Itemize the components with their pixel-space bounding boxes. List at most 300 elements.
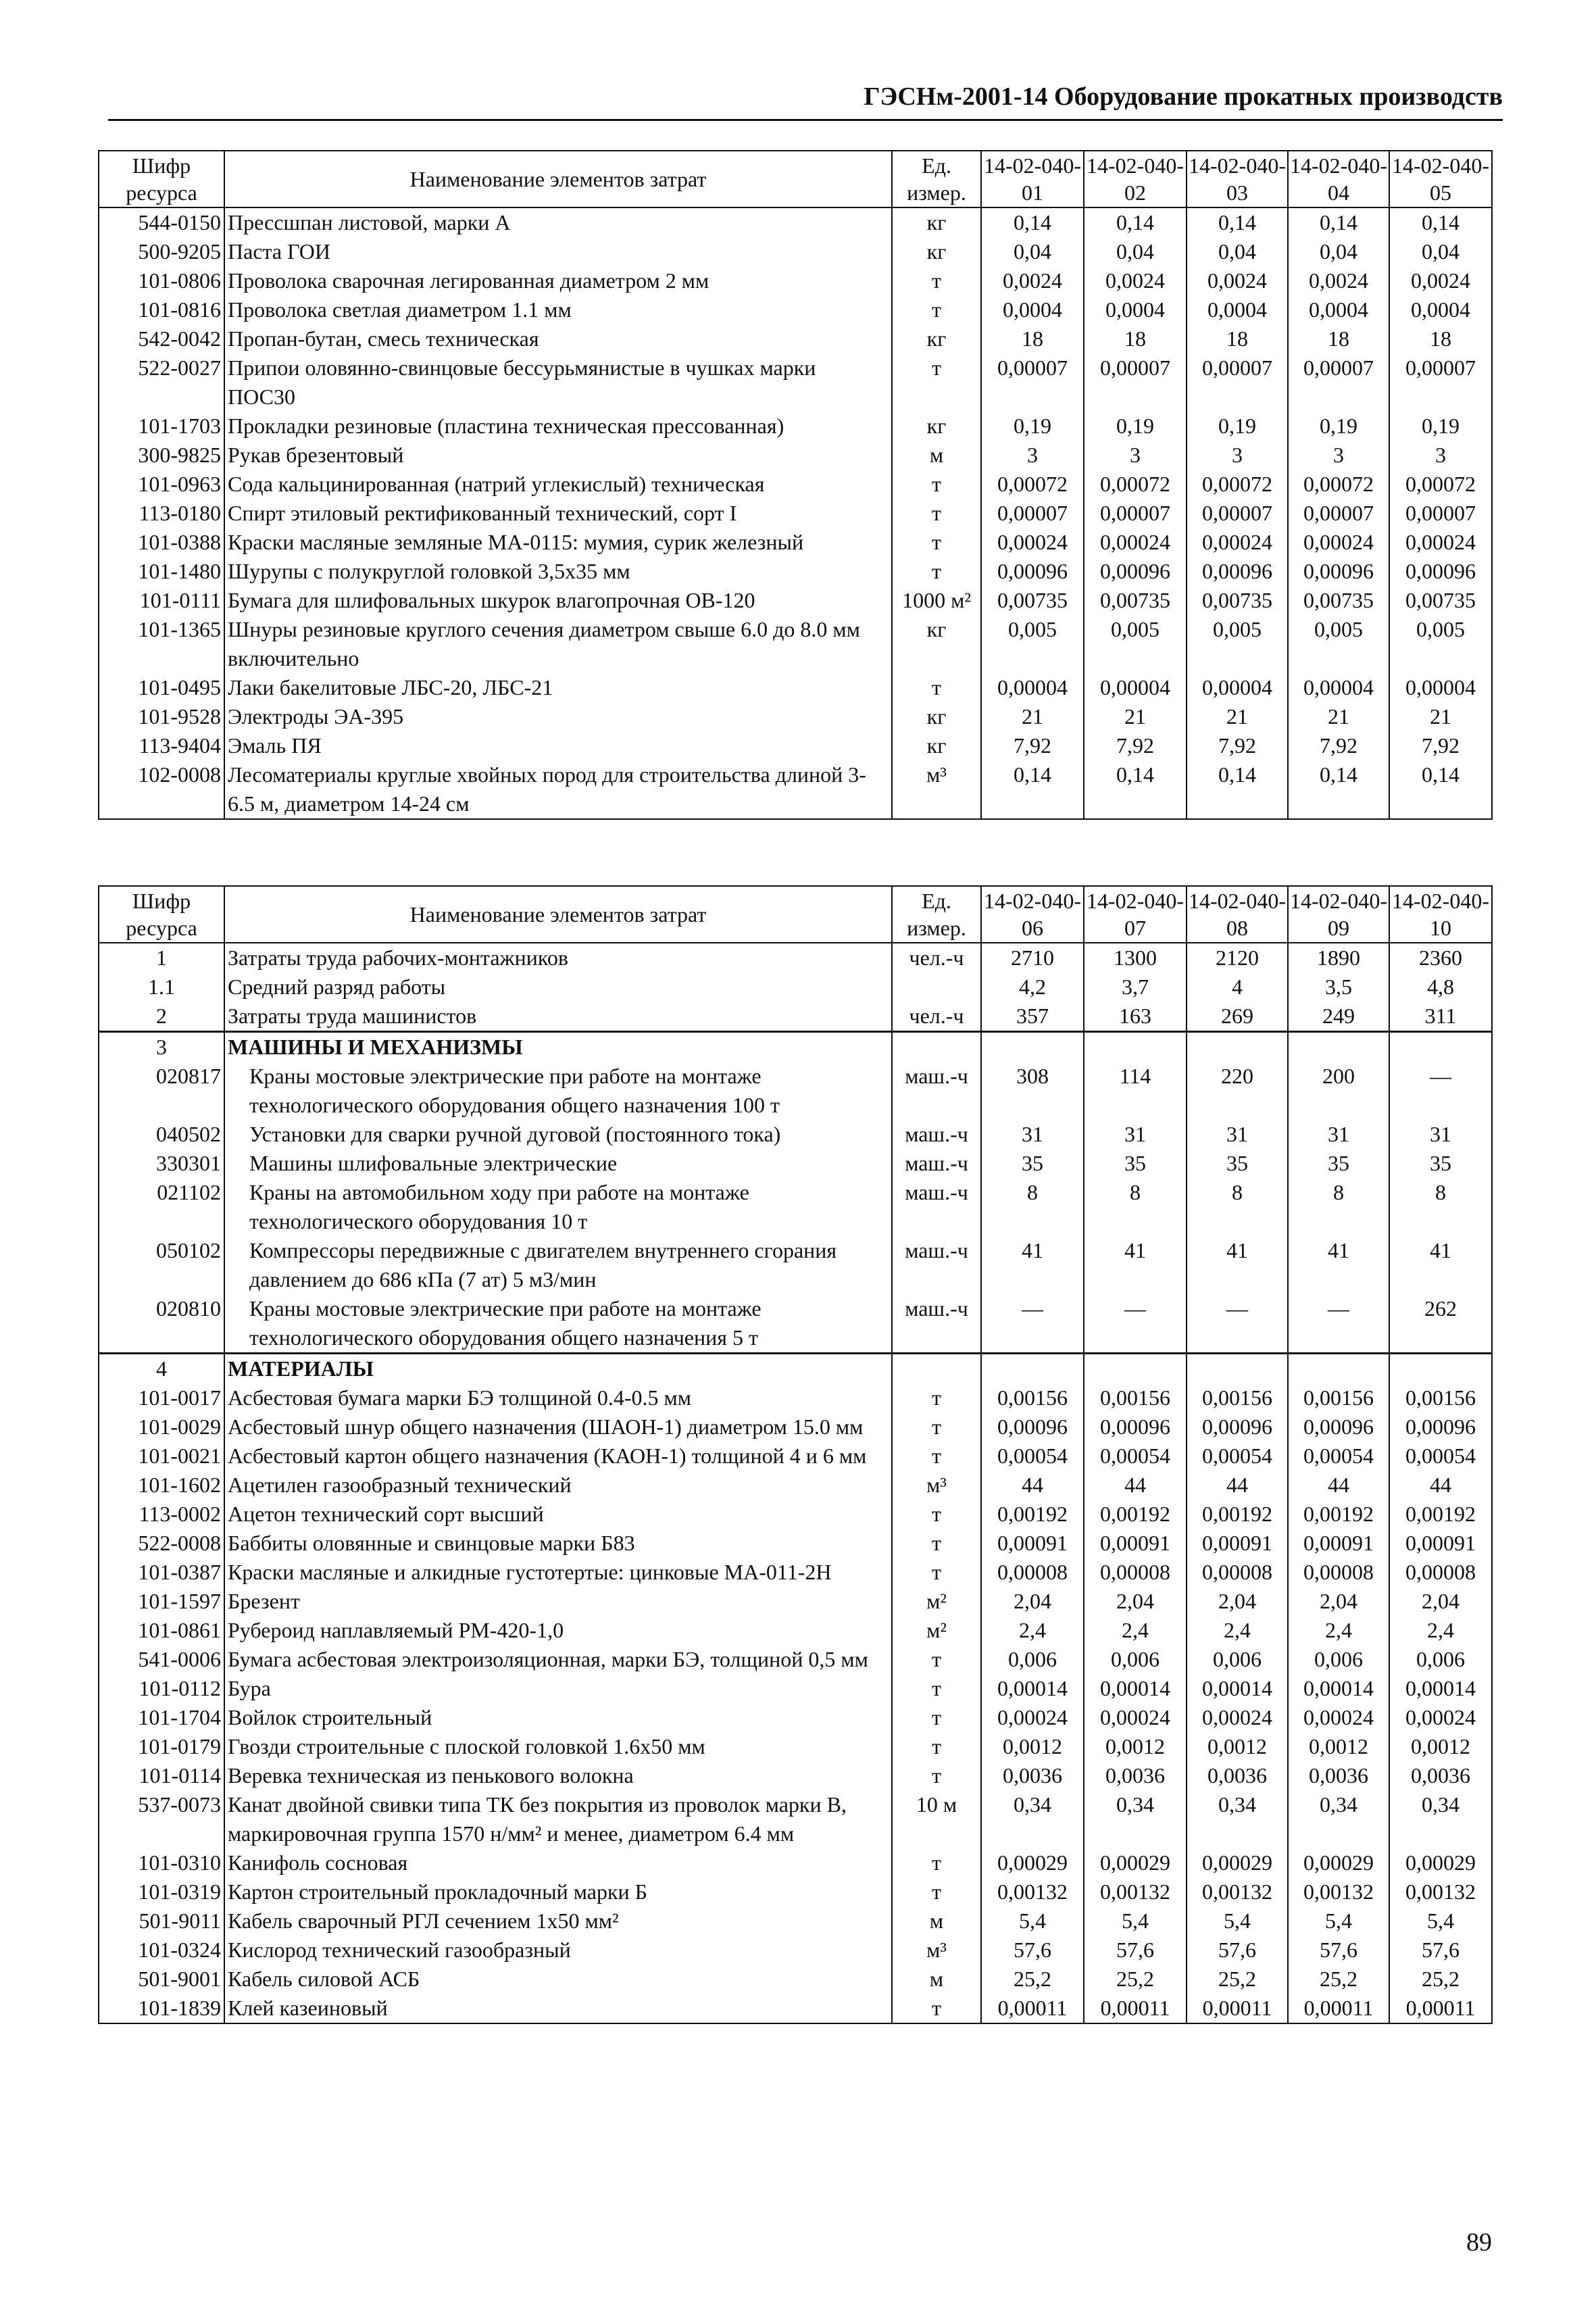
header-col-3: 14-02-040-03 [1187, 151, 1288, 207]
table-row [99, 499, 1492, 528]
table-row [99, 1471, 1492, 1500]
header-name: Наименование элементов затрат [224, 886, 892, 943]
unit-cell: м [892, 1906, 981, 1936]
value-cell: 0,14 [1288, 207, 1389, 237]
value-cell: 25,2 [1187, 1965, 1288, 1994]
value-cell: 35 [1389, 1149, 1492, 1178]
resource-code: 101-1597 [99, 1587, 224, 1616]
resource-name: Затраты труда рабочих-монтажников [224, 943, 892, 973]
value-cell: 0,00029 [1288, 1848, 1389, 1877]
resource-code: 101-0029 [99, 1412, 224, 1442]
resource-name: Канифоль сосновая [224, 1848, 892, 1877]
table-row [99, 528, 1492, 557]
value-cell: 0,00024 [1084, 1703, 1187, 1732]
table-row [99, 1149, 1492, 1178]
value-cell: 0,00014 [981, 1674, 1084, 1703]
value-cell: 114 [1084, 1062, 1187, 1120]
resource-code: 101-9528 [99, 702, 224, 731]
value-cell: 2,4 [1084, 1616, 1187, 1645]
value-cell: 21 [1288, 702, 1389, 731]
unit-cell: кг [892, 207, 981, 237]
value-cell: 0,00024 [1389, 528, 1492, 557]
value-cell: 0,0012 [1187, 1732, 1288, 1761]
resource-name: Кислород технический газообразный [224, 1936, 892, 1965]
table-row [99, 1790, 1492, 1848]
value-cell: 0,00735 [1187, 586, 1288, 615]
table-row [99, 353, 1492, 412]
value-cell: 35 [1288, 1149, 1389, 1178]
value-cell: 4,2 [981, 973, 1084, 1002]
table-row [99, 1236, 1492, 1294]
value-cell: 0,04 [1187, 237, 1288, 266]
value-cell: 0,00096 [1187, 557, 1288, 586]
page-number: 89 [1466, 2228, 1492, 2257]
value-cell: 0,00007 [1389, 499, 1492, 528]
value-cell: 0,006 [981, 1645, 1084, 1674]
value-cell: 220 [1187, 1062, 1288, 1120]
value-cell: 3,7 [1084, 973, 1187, 1002]
resource-name: Паста ГОИ [224, 237, 892, 266]
header-col-5: 14-02-040-05 [1389, 151, 1492, 207]
value-cell: 0,00007 [1288, 499, 1389, 528]
value-cell: 0,00096 [1288, 557, 1389, 586]
section-code: 4 [99, 1354, 224, 1384]
resource-name: Асбестовый шнур общего назначения (ШАОН-1) диаметром 15.0 мм [224, 1412, 892, 1442]
header-unit: Ед. измер. [892, 886, 981, 943]
value-cell: 0,00024 [1389, 1703, 1492, 1732]
resource-code: 101-0017 [99, 1383, 224, 1412]
value-cell: 3 [1389, 441, 1492, 470]
value-cell: 0,00024 [981, 528, 1084, 557]
unit-cell: т [892, 557, 981, 586]
value-cell: 0,006 [1084, 1645, 1187, 1674]
value-cell: 0,005 [981, 615, 1084, 673]
resource-code: 101-1602 [99, 1471, 224, 1500]
value-cell: 0,0024 [1187, 266, 1288, 295]
table-row [99, 760, 1492, 819]
table-header-row [99, 151, 1492, 207]
resource-code: 2 [99, 1002, 224, 1032]
value-cell: 7,92 [1084, 731, 1187, 760]
resource-name: Войлок строительный [224, 1703, 892, 1732]
table-row [99, 470, 1492, 499]
resource-name: Кабель силовой АСБ [224, 1965, 892, 1994]
table-row [99, 1674, 1492, 1703]
resource-code: 101-1704 [99, 1703, 224, 1732]
unit-cell: 1000 м² [892, 586, 981, 615]
value-cell: 7,92 [981, 731, 1084, 760]
value-cell: 311 [1389, 1002, 1492, 1032]
resource-name: Клей казеиновый [224, 1994, 892, 2023]
resource-name: Шнуры резиновые круглого сечения диаметром свыше 6.0 до 8.0 мм включительно [224, 615, 892, 673]
value-cell: 18 [1084, 324, 1187, 353]
empty-cell [1187, 1354, 1288, 1384]
value-cell: 44 [1084, 1471, 1187, 1500]
value-cell: 0,04 [1084, 237, 1187, 266]
unit-cell: т [892, 295, 981, 324]
value-cell: 21 [1187, 702, 1288, 731]
table-1-body [99, 207, 1492, 819]
table-row [99, 1994, 1492, 2023]
empty-cell [892, 1354, 981, 1384]
value-cell: 0,14 [1084, 760, 1187, 819]
resource-name: Средний разряд работы [224, 973, 892, 1002]
resource-code: 544-0150 [99, 207, 224, 237]
value-cell: 0,00024 [1288, 1703, 1389, 1732]
value-cell: 0,00156 [1187, 1383, 1288, 1412]
value-cell: 0,14 [1187, 760, 1288, 819]
header-col-5: 14-02-040-10 [1389, 886, 1492, 943]
value-cell: 2,4 [1389, 1616, 1492, 1645]
table-row [99, 1002, 1492, 1032]
resource-code: 101-0387 [99, 1558, 224, 1587]
value-cell: 8 [1187, 1178, 1288, 1236]
table-row [99, 615, 1492, 673]
resource-name: Краски масляные и алкидные густотертые: цинковые МА-011-2Н [224, 1558, 892, 1587]
value-cell: 57,6 [1187, 1936, 1288, 1965]
resources-table-1 [98, 150, 1493, 820]
value-cell: 0,00096 [1389, 1412, 1492, 1442]
value-cell: 4 [1187, 973, 1288, 1002]
value-cell: 0,00735 [981, 586, 1084, 615]
value-cell: 0,00156 [1084, 1383, 1187, 1412]
unit-cell: т [892, 1645, 981, 1674]
resource-code: 537-0073 [99, 1790, 224, 1848]
table-2-body [99, 943, 1492, 2023]
unit-cell: т [892, 1761, 981, 1790]
resource-code: 020817 [99, 1062, 224, 1120]
unit-cell: т [892, 470, 981, 499]
table-row [99, 266, 1492, 295]
table-row [99, 1703, 1492, 1732]
unit-cell: маш.-ч [892, 1149, 981, 1178]
value-cell: 0,00132 [1389, 1877, 1492, 1906]
value-cell: 0,00011 [981, 1994, 1084, 2023]
value-cell: 5,4 [1288, 1906, 1389, 1936]
resource-name: Лаки бакелитовые ЛБС-20, ЛБС-21 [224, 673, 892, 702]
value-cell: 0,00004 [1084, 673, 1187, 702]
value-cell: 0,00029 [1187, 1848, 1288, 1877]
resource-code: 300-9825 [99, 441, 224, 470]
resource-name: Веревка техническая из пенькового волокна [224, 1761, 892, 1790]
value-cell: 0,00072 [1389, 470, 1492, 499]
value-cell: 0,00054 [1288, 1442, 1389, 1471]
value-cell: 0,19 [1288, 412, 1389, 441]
table-header-row [99, 886, 1492, 943]
resource-code: 101-0963 [99, 470, 224, 499]
table-row [99, 1062, 1492, 1120]
value-cell: 3 [1288, 441, 1389, 470]
value-cell: 0,34 [1288, 1790, 1389, 1848]
value-cell: 0,0036 [1389, 1761, 1492, 1790]
resource-code: 113-0180 [99, 499, 224, 528]
value-cell: 0,00008 [1389, 1558, 1492, 1587]
unit-cell: т [892, 1674, 981, 1703]
value-cell: 41 [1389, 1236, 1492, 1294]
value-cell: — [1187, 1294, 1288, 1354]
unit-cell: т [892, 1442, 981, 1471]
value-cell: — [1288, 1294, 1389, 1354]
value-cell: 0,00024 [1084, 528, 1187, 557]
table-row [99, 1877, 1492, 1906]
value-cell: 0,19 [981, 412, 1084, 441]
unit-cell: т [892, 1383, 981, 1412]
resource-name: Краны на автомобильном ходу при работе на монтаже технологического оборудования 10 т [224, 1178, 892, 1236]
empty-cell [1288, 1032, 1389, 1062]
value-cell: 0,00007 [1084, 353, 1187, 412]
table-row [99, 1965, 1492, 1994]
value-cell: 0,00004 [1288, 673, 1389, 702]
value-cell: 200 [1288, 1062, 1389, 1120]
value-cell: 21 [1084, 702, 1187, 731]
resource-code: 113-9404 [99, 731, 224, 760]
value-cell: 44 [1187, 1471, 1288, 1500]
value-cell: 0,00008 [1084, 1558, 1187, 1587]
value-cell: 0,00004 [981, 673, 1084, 702]
value-cell: — [1084, 1294, 1187, 1354]
resource-name: Гвозди строительные с плоской головкой 1.6х50 мм [224, 1732, 892, 1761]
unit-cell: м³ [892, 1471, 981, 1500]
unit-cell: т [892, 499, 981, 528]
value-cell: 0,00091 [1389, 1529, 1492, 1558]
resource-name: Установки для сварки ручной дуговой (постоянного тока) [224, 1120, 892, 1149]
resource-code: 050102 [99, 1236, 224, 1294]
resource-code: 1 [99, 943, 224, 973]
value-cell: 31 [1084, 1120, 1187, 1149]
table-row [99, 207, 1492, 237]
value-cell: 0,00072 [981, 470, 1084, 499]
value-cell: 0,00096 [1084, 1412, 1187, 1442]
header-name: Наименование элементов затрат [224, 151, 892, 207]
value-cell: 0,00735 [1389, 586, 1492, 615]
value-cell: 0,00011 [1187, 1994, 1288, 2023]
value-cell: 0,04 [981, 237, 1084, 266]
resources-table-2 [98, 885, 1493, 2024]
value-cell: — [981, 1294, 1084, 1354]
resource-name: Лесоматериалы круглые хвойных пород для строительства длиной 3-6.5 м, диаметром 14-24 см [224, 760, 892, 819]
table-row [99, 1442, 1492, 1471]
resource-name: Шурупы с полукруглой головкой 3,5х35 мм [224, 557, 892, 586]
section-code: 3 [99, 1032, 224, 1062]
value-cell: 0,005 [1288, 615, 1389, 673]
table-row [99, 1529, 1492, 1558]
resource-name: Прессшпан листовой, марки А [224, 207, 892, 237]
value-cell: 0,19 [1187, 412, 1288, 441]
unit-cell: маш.-ч [892, 1178, 981, 1236]
resource-name: Асбестовый картон общего назначения (КАОН-1) толщиной 4 и 6 мм [224, 1442, 892, 1471]
value-cell: 0,0024 [1288, 266, 1389, 295]
resource-code: 021102 [99, 1178, 224, 1236]
resource-code: 101-0179 [99, 1732, 224, 1761]
section-title: МАТЕРИАЛЫ [224, 1354, 892, 1384]
value-cell: 0,00007 [981, 353, 1084, 412]
value-cell: 0,00072 [1187, 470, 1288, 499]
header-col-3: 14-02-040-08 [1187, 886, 1288, 943]
value-cell: 7,92 [1288, 731, 1389, 760]
table-row [99, 1936, 1492, 1965]
resource-name: Краны мостовые электрические при работе на монтаже технологического оборудования общего назначения 5 т [224, 1294, 892, 1354]
table-row [99, 1616, 1492, 1645]
value-cell: 0,00007 [1389, 353, 1492, 412]
value-cell: 57,6 [1389, 1936, 1492, 1965]
empty-cell [981, 1354, 1084, 1384]
value-cell: 1890 [1288, 943, 1389, 973]
value-cell: 0,00132 [1187, 1877, 1288, 1906]
value-cell: 25,2 [1288, 1965, 1389, 1994]
unit-cell: маш.-ч [892, 1062, 981, 1120]
value-cell: 0,00029 [1389, 1848, 1492, 1877]
table-row [99, 586, 1492, 615]
value-cell: — [1389, 1062, 1492, 1120]
value-cell: 0,14 [1389, 760, 1492, 819]
value-cell: 0,00014 [1187, 1674, 1288, 1703]
value-cell: 0,005 [1084, 615, 1187, 673]
unit-cell: т [892, 1848, 981, 1877]
resource-name: Проволока сварочная легированная диаметром 2 мм [224, 266, 892, 295]
value-cell: 0,14 [1187, 207, 1288, 237]
value-cell: 0,0004 [1187, 295, 1288, 324]
value-cell: 0,00096 [1389, 557, 1492, 586]
resource-code: 101-0310 [99, 1848, 224, 1877]
value-cell: 0,0036 [1288, 1761, 1389, 1790]
value-cell: 57,6 [981, 1936, 1084, 1965]
table-row [99, 1558, 1492, 1587]
table-row [99, 1906, 1492, 1936]
value-cell: 18 [1288, 324, 1389, 353]
resource-code: 101-1703 [99, 412, 224, 441]
value-cell: 308 [981, 1062, 1084, 1120]
value-cell: 2,04 [1389, 1587, 1492, 1616]
unit-cell: м² [892, 1587, 981, 1616]
unit-cell: т [892, 1529, 981, 1558]
value-cell: 0,00024 [1187, 528, 1288, 557]
resource-name: Бумага асбестовая электроизоляционная, марки БЭ, толщиной 0,5 мм [224, 1645, 892, 1674]
value-cell: 0,0024 [1084, 266, 1187, 295]
value-cell: 8 [981, 1178, 1084, 1236]
resource-code: 101-1480 [99, 557, 224, 586]
unit-cell: м [892, 441, 981, 470]
table-row [99, 324, 1492, 353]
value-cell: 0,00192 [1288, 1500, 1389, 1529]
value-cell: 5,4 [981, 1906, 1084, 1936]
resource-code: 542-0042 [99, 324, 224, 353]
value-cell: 0,00735 [1084, 586, 1187, 615]
value-cell: 0,00029 [981, 1848, 1084, 1877]
value-cell: 0,00054 [1389, 1442, 1492, 1471]
unit-cell: т [892, 1703, 981, 1732]
value-cell: 0,00096 [1084, 557, 1187, 586]
value-cell: 2360 [1389, 943, 1492, 973]
unit-cell: м² [892, 1616, 981, 1645]
value-cell: 0,04 [1389, 237, 1492, 266]
value-cell: 0,00011 [1084, 1994, 1187, 2023]
table-row [99, 673, 1492, 702]
value-cell: 0,00192 [1389, 1500, 1492, 1529]
unit-cell: чел.-ч [892, 943, 981, 973]
value-cell: 0,34 [1187, 1790, 1288, 1848]
empty-cell [1389, 1354, 1492, 1384]
resource-code: 101-0111 [99, 586, 224, 615]
value-cell: 0,00008 [1288, 1558, 1389, 1587]
table-row [99, 1761, 1492, 1790]
resource-name: Машины шлифовальные электрические [224, 1149, 892, 1178]
table-row [99, 1383, 1492, 1412]
resource-name: Канат двойной свивки типа ТК без покрытия из проволок марки В, маркировочная группа 1570 н/мм² и менее, диаметром 6.4 мм [224, 1790, 892, 1848]
value-cell: 2710 [981, 943, 1084, 973]
unit-cell: кг [892, 702, 981, 731]
empty-cell [1187, 1032, 1288, 1062]
table-row [99, 1732, 1492, 1761]
value-cell: 0,00735 [1288, 586, 1389, 615]
value-cell: 0,00091 [1084, 1529, 1187, 1558]
value-cell: 0,00132 [981, 1877, 1084, 1906]
header-col-1: 14-02-040-01 [981, 151, 1084, 207]
header-code: Шифр ресурса [99, 886, 224, 943]
table-row [99, 1178, 1492, 1236]
resource-name: Компрессоры передвижные с двигателем внутреннего сгорания давлением до 686 кПа (7 ат) 5 м3/мин [224, 1236, 892, 1294]
value-cell: 0,0024 [1389, 266, 1492, 295]
value-cell: 31 [981, 1120, 1084, 1149]
value-cell: 35 [1084, 1149, 1187, 1178]
resource-code: 500-9205 [99, 237, 224, 266]
value-cell: 0,00011 [1389, 1994, 1492, 2023]
value-cell: 2,4 [1187, 1616, 1288, 1645]
resource-code: 101-0112 [99, 1674, 224, 1703]
resource-name: Пропан-бутан, смесь техническая [224, 324, 892, 353]
resource-code: 501-9001 [99, 1965, 224, 1994]
value-cell: 0,00132 [1084, 1877, 1187, 1906]
unit-cell: т [892, 1500, 981, 1529]
value-cell: 262 [1389, 1294, 1492, 1354]
value-cell: 21 [1389, 702, 1492, 731]
value-cell: 0,00072 [1084, 470, 1187, 499]
value-cell: 18 [981, 324, 1084, 353]
value-cell: 0,00096 [1288, 1412, 1389, 1442]
table-row [99, 1500, 1492, 1529]
table-row [99, 702, 1492, 731]
value-cell: 269 [1187, 1002, 1288, 1032]
unit-cell: т [892, 528, 981, 557]
resource-name: Спирт этиловый ректификованный технический, сорт I [224, 499, 892, 528]
value-cell: 0,00054 [1187, 1442, 1288, 1471]
value-cell: 0,00014 [1288, 1674, 1389, 1703]
resource-name: Бура [224, 1674, 892, 1703]
value-cell: 2,04 [981, 1587, 1084, 1616]
value-cell: 0,14 [1084, 207, 1187, 237]
resource-name: Сода кальцинированная (натрий углекислый) техническая [224, 470, 892, 499]
empty-cell [1288, 1354, 1389, 1384]
value-cell: 41 [1084, 1236, 1187, 1294]
resource-name: Баббиты оловянные и свинцовые марки Б83 [224, 1529, 892, 1558]
value-cell: 0,00024 [981, 1703, 1084, 1732]
running-header [108, 80, 1503, 121]
value-cell: 0,00096 [981, 557, 1084, 586]
resource-code: 541-0006 [99, 1645, 224, 1674]
unit-cell: т [892, 1732, 981, 1761]
value-cell: 0,04 [1288, 237, 1389, 266]
unit-cell: т [892, 266, 981, 295]
value-cell: 0,00004 [1187, 673, 1288, 702]
resource-name: Ацетилен газообразный технический [224, 1471, 892, 1500]
unit-cell: т [892, 1412, 981, 1442]
header-unit: Ед. измер. [892, 151, 981, 207]
value-cell: 357 [981, 1002, 1084, 1032]
unit-cell: т [892, 1877, 981, 1906]
unit-cell: маш.-ч [892, 1120, 981, 1149]
value-cell: 25,2 [1084, 1965, 1187, 1994]
value-cell: 0,0004 [1389, 295, 1492, 324]
value-cell: 35 [1187, 1149, 1288, 1178]
